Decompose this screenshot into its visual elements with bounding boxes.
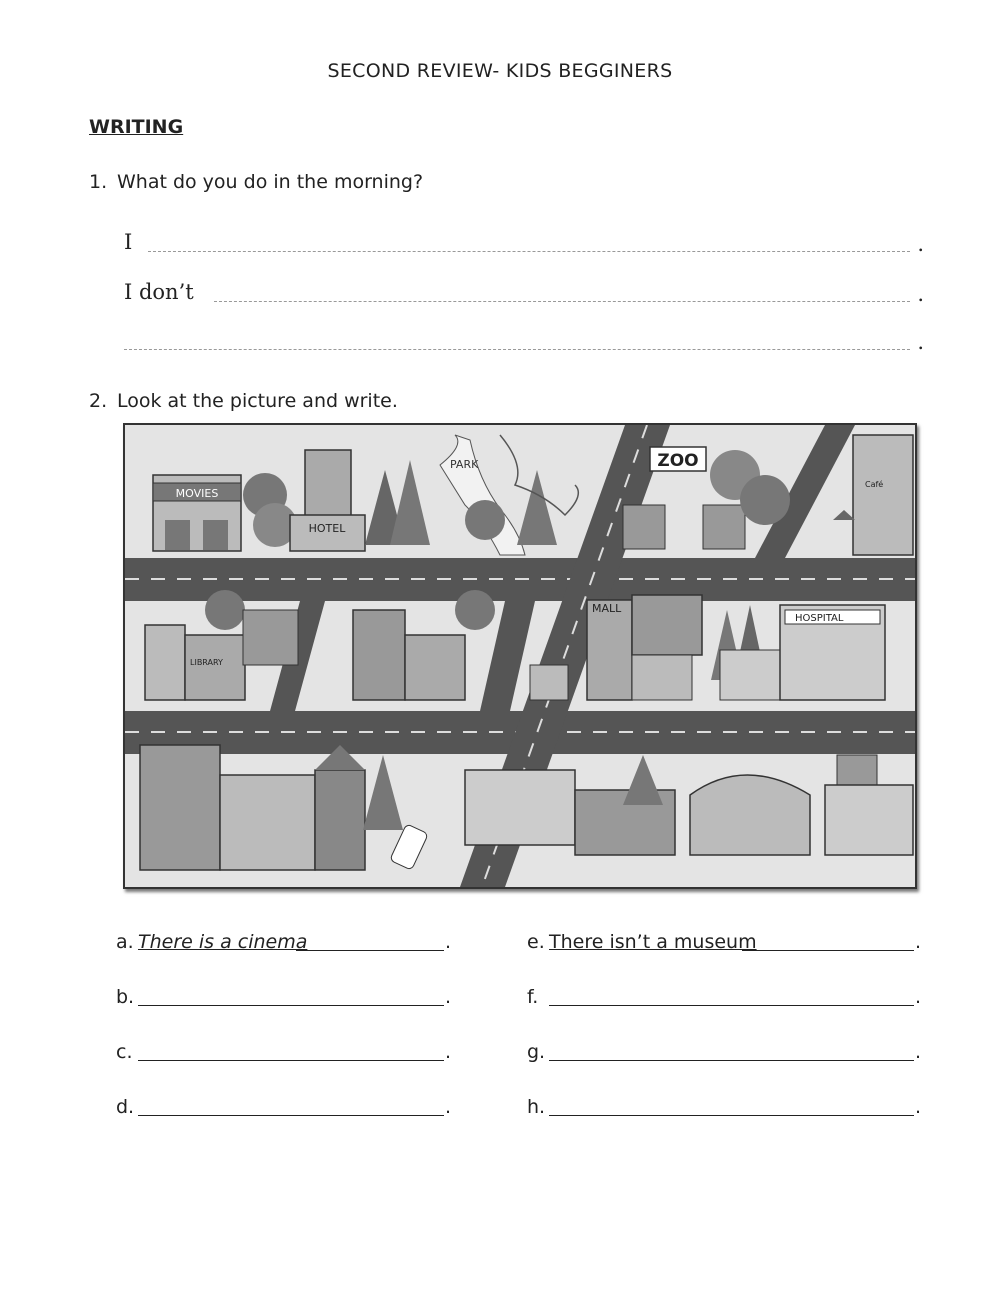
town-map-illustration (125, 425, 915, 887)
hospital-sign: HOSPITAL (795, 613, 844, 624)
question-text: Look at the picture and write. (117, 390, 398, 412)
answer-letter: d. (116, 1096, 135, 1118)
answer-a[interactable] (116, 925, 451, 953)
answer-e[interactable] (527, 925, 925, 953)
answer-line (138, 1115, 444, 1116)
answer-b[interactable] (116, 980, 451, 1008)
answer-letter: e. (527, 931, 545, 953)
answer-text: There is a cinema (138, 931, 308, 953)
answer-period: . (915, 1096, 922, 1118)
library-building (145, 625, 245, 700)
answer-period: . (915, 1041, 922, 1063)
writing-line[interactable] (124, 324, 924, 354)
answer-line (549, 1115, 914, 1116)
answer-line (549, 1005, 914, 1006)
answer-period: . (445, 1041, 452, 1063)
answer-c[interactable] (116, 1035, 451, 1063)
dotted-line (124, 349, 910, 350)
question-number: 2. (89, 390, 108, 412)
answer-letter: c. (116, 1041, 133, 1063)
answer-letter: a. (116, 931, 134, 953)
question-text: What do you do in the morning? (117, 171, 424, 193)
line-end: . (917, 330, 924, 354)
question-2 (89, 390, 398, 412)
dotted-line (148, 251, 910, 252)
answer-letter: h. (527, 1096, 546, 1118)
writing-line[interactable] (124, 226, 924, 256)
answer-period: . (915, 931, 922, 953)
movies-sign: MOVIES (175, 487, 219, 500)
answer-f[interactable] (527, 980, 925, 1008)
answer-period: . (445, 931, 452, 953)
line-end: . (917, 282, 924, 306)
line-end: . (917, 232, 924, 256)
answer-period: . (445, 1096, 452, 1118)
question-1 (89, 171, 423, 193)
answer-g[interactable] (527, 1035, 925, 1063)
cafe-sign: Café (865, 480, 884, 489)
library-sign: LIBRARY (190, 658, 223, 667)
answer-text: There isn’t a museum (549, 931, 757, 953)
park-sign: PARK (450, 458, 479, 471)
mall-sign: MALL (592, 602, 622, 615)
dotted-line (214, 301, 910, 302)
line-prefix: I don’t (124, 280, 194, 304)
zoo-sign: ZOO (657, 451, 699, 471)
answer-letter: g. (527, 1041, 546, 1063)
writing-line[interactable] (124, 276, 924, 306)
answer-line (549, 1060, 914, 1061)
answer-line (138, 1060, 444, 1061)
answer-letter: f. (527, 986, 539, 1008)
section-heading: WRITING (89, 116, 184, 138)
answer-line (742, 950, 914, 951)
answer-line (138, 1005, 444, 1006)
answer-h[interactable] (527, 1090, 925, 1118)
line-prefix: I (124, 230, 133, 254)
movies-building (153, 475, 241, 551)
question-number: 1. (89, 171, 108, 193)
answer-letter: b. (116, 986, 135, 1008)
hotel-sign: HOTEL (308, 522, 346, 535)
answer-period: . (915, 986, 922, 1008)
page-title: SECOND REVIEW- KIDS BEGGINERS (327, 60, 673, 82)
answer-period: . (445, 986, 452, 1008)
answer-line (296, 950, 444, 951)
town-picture (123, 423, 917, 889)
answer-d[interactable] (116, 1090, 451, 1118)
